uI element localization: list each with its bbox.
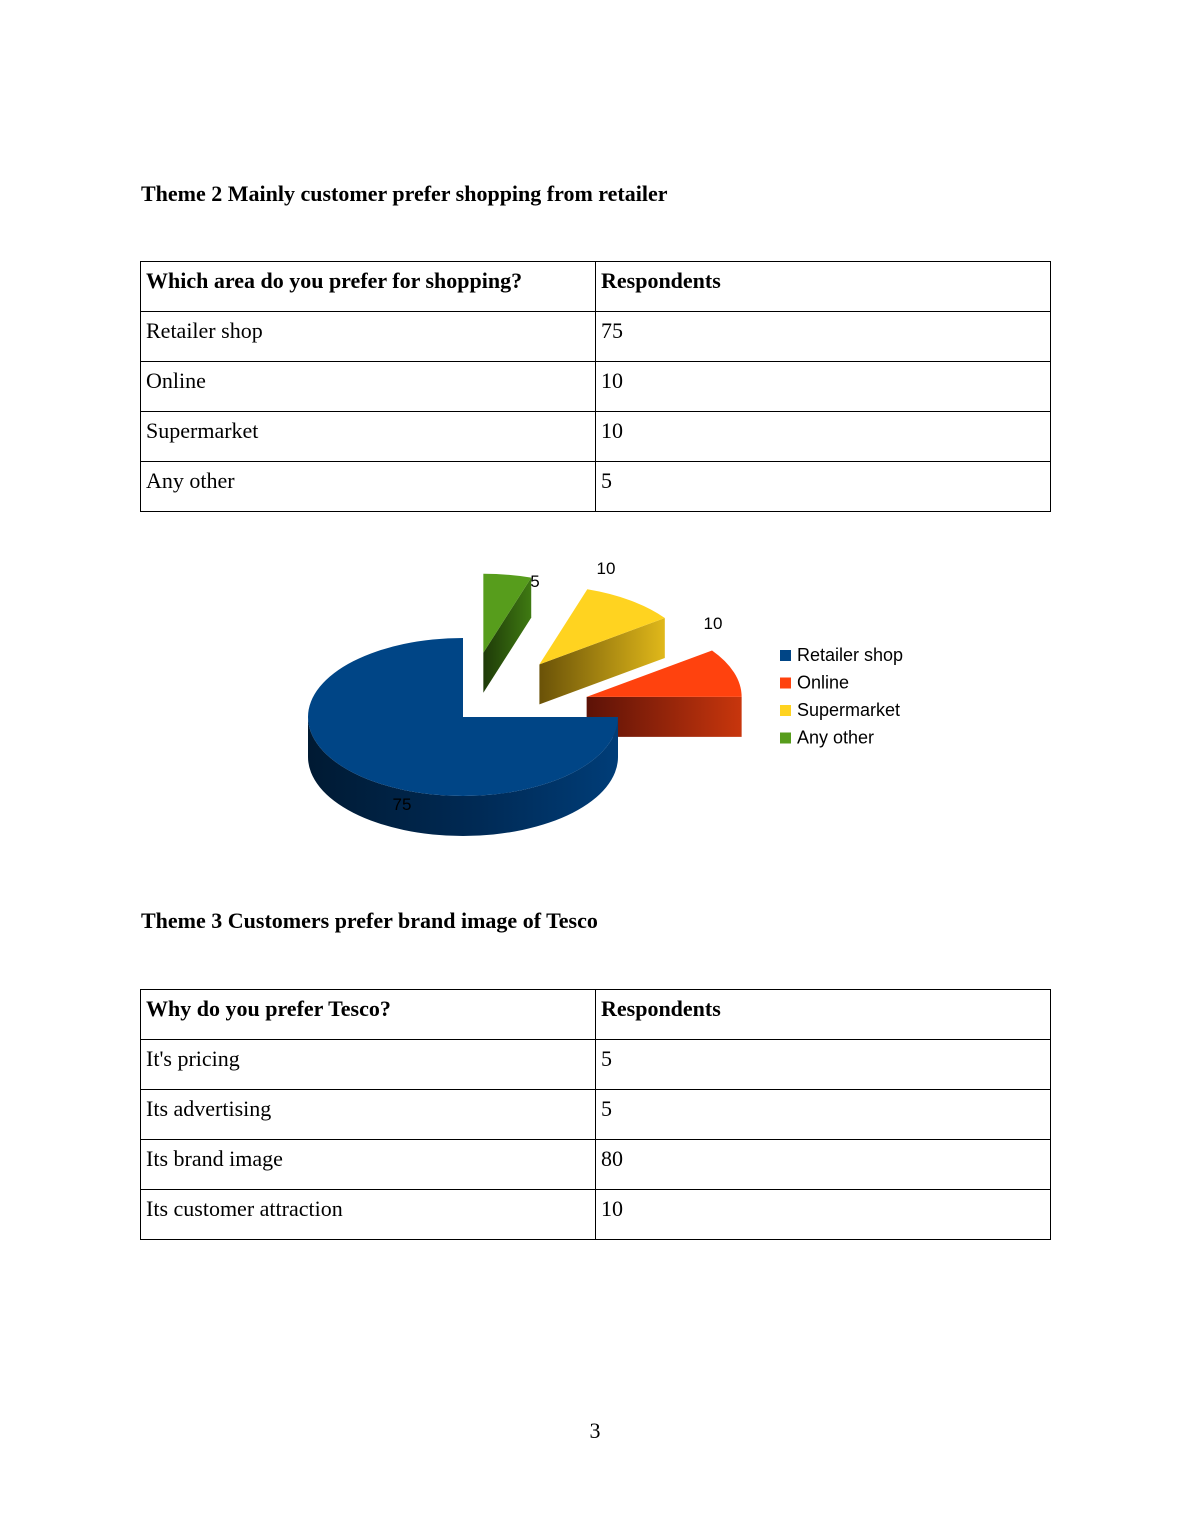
legend-label: Supermarket [797,700,901,720]
table-cell-option: Any other [141,462,596,512]
table-cell-option: Its customer attraction [141,1190,596,1240]
table-cell-count: 5 [596,1040,1051,1090]
table-cell-count: 10 [596,362,1051,412]
table-row [141,1140,1051,1190]
legend-item [780,728,874,748]
table-cell-count: 10 [596,1190,1051,1240]
table-cell-option: Its advertising [141,1090,596,1140]
legend-item [780,673,849,693]
table-row [141,412,1051,462]
table-cell-count: 75 [596,312,1051,362]
legend-swatch [780,705,791,716]
theme-2-heading: Theme 2 Mainly customer prefer shopping from retailer [141,181,668,206]
table-cell-count: 10 [596,412,1051,462]
legend-label: Retailer shop [797,645,904,665]
tesco-preference-table [140,989,1051,1240]
table-row [141,1190,1051,1240]
legend-swatch [780,678,791,689]
table-cell-count: 5 [596,1090,1051,1140]
table-header-row [141,262,1051,312]
legend-swatch [780,650,791,661]
table-row [141,312,1051,362]
data-label: 75 [392,795,412,814]
column-header-respondents: Respondents [596,990,1051,1040]
legend-item [780,645,903,665]
legend-label: Any other [797,727,875,748]
column-header-respondents: Respondents [596,262,1051,312]
table-cell-option: Its brand image [141,1140,596,1190]
table-row [141,1040,1051,1090]
table-cell-option: It's pricing [141,1040,596,1090]
column-header-question: Why do you prefer Tesco? [141,990,596,1040]
pie-slice-any-other [483,574,531,693]
column-header-question: Which area do you prefer for shopping? [141,262,596,312]
legend-swatch [780,733,791,744]
table-header-row [141,990,1051,1040]
table-row [141,362,1051,412]
legend-item [780,700,900,720]
page-number: 3 [589,1418,601,1443]
table-cell-option: Retailer shop [141,312,596,362]
theme-3-heading: Theme 3 Customers prefer brand image of Tesco [141,908,598,933]
data-label: 5 [530,572,540,591]
shopping-area-table [140,261,1051,512]
table-cell-option: Supermarket [141,412,596,462]
data-label: 10 [596,559,616,578]
data-label: 10 [703,614,723,633]
table-row [141,462,1051,512]
table-cell-count: 5 [596,462,1051,512]
table-cell-option: Online [141,362,596,412]
legend-label: Online [797,672,850,693]
shopping-pie-chart [290,552,930,852]
table-cell-count: 80 [596,1140,1051,1190]
table-row [141,1090,1051,1140]
